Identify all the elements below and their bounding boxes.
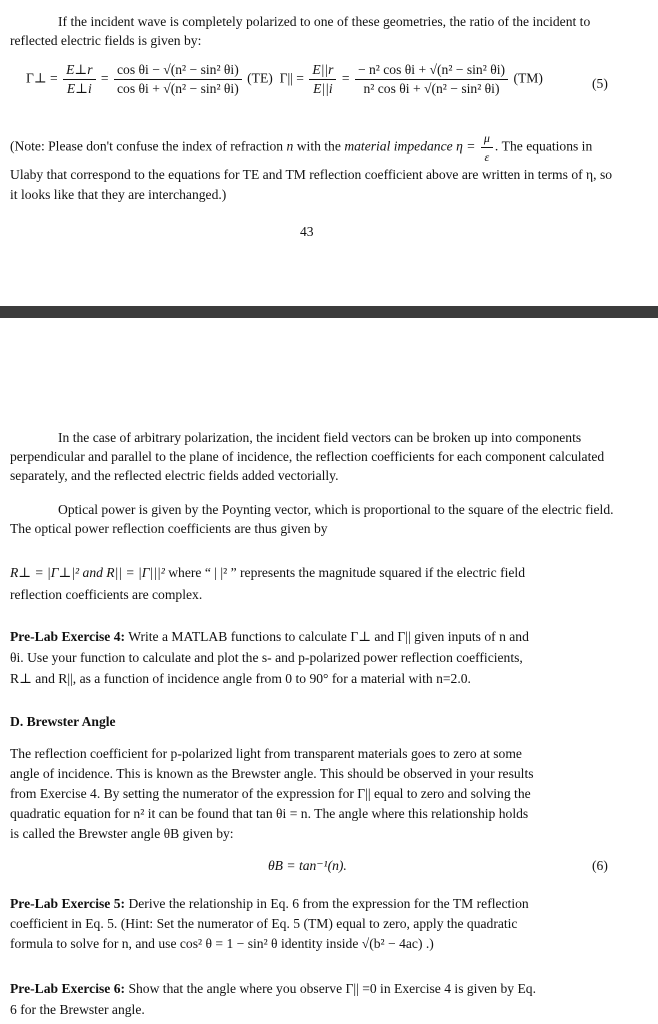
exercise-6 [10,978,618,1020]
tm-ratio-denominator: E||i [313,81,333,96]
power-rest-text: reflection coefficients are complex. [10,587,203,602]
te-ratio-numerator: E⊥r [63,62,95,80]
power-where-text: where “ | |² ” represents the magnitude squared if the electric field [168,565,525,580]
exercise-4-line-3: R⊥ and R||, as a function of incidence angle from 0 to 90° for a material with n=2.0. [10,671,471,686]
brewster-line-3: from Exercise 4. By setting the numerator of the expression for Γ|| equal to zero and solving the [10,786,531,801]
note-n: n [286,138,294,154]
note-text-2: with the [296,138,341,154]
poynting-paragraph: Optical power is given by the Poynting vector, which is proportional to the square of the electric field. The optical power reflection coefficients are thus given by [10,502,614,536]
exercise-4-line-1: Write a MATLAB functions to calculate Γ⊥ and Γ|| given inputs of n and [128,629,529,644]
polarization-paragraph: In the case of arbitrary polarization, the incident field vectors can be broken up into components perpendicular and parallel to the plane of incidence, the reflection coefficients for each component calculated separately, and the reflected electric fields added vectorially. [10,430,605,483]
note-text-4: equations in Ulaby that correspond to the equations for TE and TM reflection coefficient above are written in terms of η, so it looks like that they are interchanged.) [10,138,613,202]
gamma-perp-symbol: Γ⊥ = [26,70,58,86]
brewster-line-5: is called the Brewster angle θB given by: [10,826,234,841]
power-equation: R⊥ = |Γ⊥|² and R|| = |Γ|||² [10,565,165,580]
brewster-line-1: The reflection coefficient for p-polarized light from transparent materials goes to zero at some [10,746,522,761]
tm-label: (TM) [513,70,543,86]
exercise-4-title: Pre-Lab Exercise 4: [10,629,126,644]
tm-ratio-numerator: E||r [309,62,336,80]
note-text-1: (Note: Please don't confuse the index of refraction [10,138,284,154]
intro-paragraph: If the incident wave is completely polarized to one of these geometries, the ratio of the incident to reflected electric fields is given by: [10,14,591,48]
exercise-5 [10,894,618,954]
te-label: (TE) [247,70,273,86]
exercise-4 [10,626,618,689]
exercise-5-title: Pre-Lab Exercise 5: [10,896,126,911]
note-eps: ε [484,150,490,164]
equation-6-number: (6) [592,858,608,873]
note-paragraph [10,130,618,205]
gamma-par-symbol: Γ|| = [279,70,304,86]
brewster-line-4: quadratic equation for n² it can be found that tan θi = n. The angle where this relationship holds [10,806,529,821]
exercise-5-line-2: coefficient in Eq. 5. (Hint: Set the numerator of Eq. 5 (TM) equal to zero, apply the quadratic [10,916,518,931]
equation-6: θB = tan⁻¹(n). [268,858,347,873]
exercise-5-line-3: formula to solve for n, and use cos² θ = 1 − sin² θ identity inside √(b² − 4ac) .) [10,936,434,951]
brewster-paragraph [10,744,618,844]
page-divider [0,306,658,318]
section-d-heading: D. Brewster Angle [10,714,116,729]
exercise-6-line-1: Show that the angle where you observe Γ|| =0 in Exercise 4 is given by Eq. [128,981,536,996]
exercise-5-line-1: Derive the relationship in Eq. 6 from the expression for the TM reflection [128,896,529,911]
te-ratio-denominator: E⊥i [66,81,92,96]
te-denominator: cos θi + √(n² − sin² θi) [116,81,239,96]
te-numerator: cos θi − √(n² − sin² θi) [114,62,242,80]
note-material-impedance: material impedance [344,138,453,154]
tm-numerator: − n² cos θi + √(n² − sin² θi) [355,62,508,80]
page-number: 43 [300,224,314,239]
power-equation-paragraph [10,562,618,606]
equation-5-number: (5) [592,76,608,91]
exercise-4-line-2: θi. Use your function to calculate and plot the s- and p-polarized power reflection coefficients, [10,650,523,665]
note-eta: η = [456,138,476,154]
equation-5: Γ⊥ = $\frac{E\perp r}{E\perp i}$ = $\frac{\text{cos θi − √(n² − sin² θi)}}{\text{cos θi + √(n² − sin² θi)}}$ (TE) Γ|| = $\frac{E||r}{E||i}$ = $\frac{\text{− n² cos θi + √(n² − sin² θi)}}{\text{n² cos θi + √(n² − sin² θi)}}$ (TM) [26,62,543,96]
note-text-3: . The [494,138,523,154]
exercise-6-title: Pre-Lab Exercise 6: [10,981,126,996]
note-mu: μ [481,130,493,148]
tm-denominator: n² cos θi + √(n² − sin² θi) [363,81,500,96]
brewster-line-2: angle of incidence. This is known as the Brewster angle. This should be observed in your results [10,766,534,781]
exercise-6-line-2: 6 for the Brewster angle. [10,1002,145,1017]
